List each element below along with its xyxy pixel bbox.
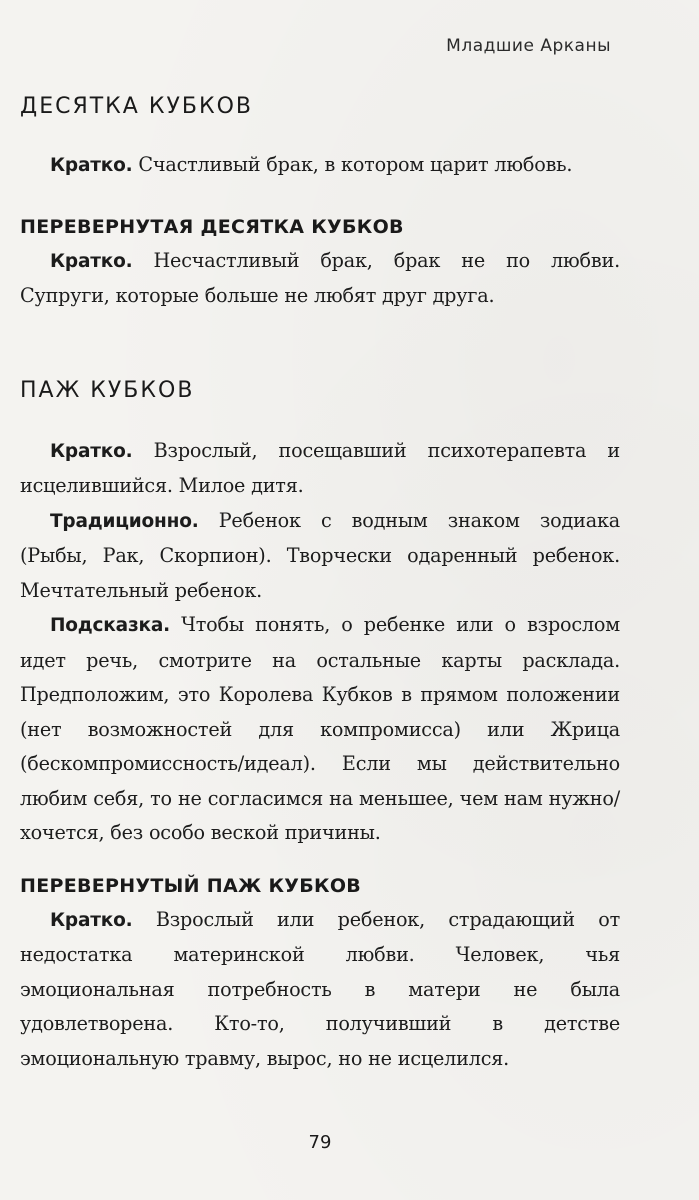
- lead-label: Кратко.: [50, 250, 133, 272]
- paragraph-page-of-cups-reversed-brief: [20, 903, 620, 1077]
- paragraph-text: Несчастливый брак, брак не по любви. Супруги, которые больше не любят друг друга.: [20, 248, 620, 307]
- lead-label: Кратко.: [50, 909, 133, 931]
- lead-label: Кратко.: [50, 155, 133, 176]
- paragraph-ten-of-cups-reversed-brief: [20, 244, 620, 314]
- paragraph-text: Взрослый, посещавший психотерапевта и исцелившийся. Милое дитя.: [20, 438, 620, 497]
- paragraph-page-of-cups-hint: [20, 608, 620, 851]
- paragraph-text: Счастливый брак, в котором царит любовь.: [132, 153, 573, 176]
- paragraph-text: Ребенок с водным знаком зодиака (Рыбы, Рак, Скорпион). Творчески одаренный ребенок. Мечтательный ребенок.: [20, 508, 620, 602]
- section-title-ten-of-cups-reversed: ПЕРЕВЕРНУТАЯ ДЕСЯТКА КУБКОВ: [20, 215, 404, 238]
- paragraph-ten-of-cups-brief: [20, 148, 620, 184]
- running-header: Младшие Арканы: [446, 36, 611, 56]
- paragraph-page-of-cups-brief: [20, 434, 620, 504]
- paragraph-page-of-cups-traditional: [20, 504, 620, 609]
- paragraph-text: Взрослый или ребенок, страдающий от недостатка материнской любви. Человек, чья эмоциональная потребность в матери не была удовлетворена. Кто-то, получивший в детстве эмоциональную травму, вырос, но не исцелился.: [20, 907, 620, 1070]
- section-title-page-of-cups: ПАЖ КУБКОВ: [20, 377, 195, 403]
- page-number: 79: [308, 1132, 332, 1153]
- page-content: [20, 88, 620, 1076]
- section-title-ten-of-cups: ДЕСЯТКА КУБКОВ: [20, 94, 253, 119]
- section-title-page-of-cups-reversed: ПЕРЕВЕРНУТЫЙ ПАЖ КУБКОВ: [20, 874, 362, 897]
- paragraph-text: Чтобы понять, о ребенке или о взрослом идет речь, смотрите на остальные карты расклада. Предположим, это Королева Кубков в прямом положении (нет возможностей для компромисса) или Жрица (бескомпромиссность/идеал). Если мы действительно любим себя, то не согласимся на меньшее, чем нам нужно/хочется, без особо веской причины.: [20, 613, 620, 844]
- lead-label: Подсказка.: [50, 615, 170, 636]
- lead-label: Кратко.: [50, 440, 133, 462]
- lead-label: Традиционно.: [50, 510, 199, 532]
